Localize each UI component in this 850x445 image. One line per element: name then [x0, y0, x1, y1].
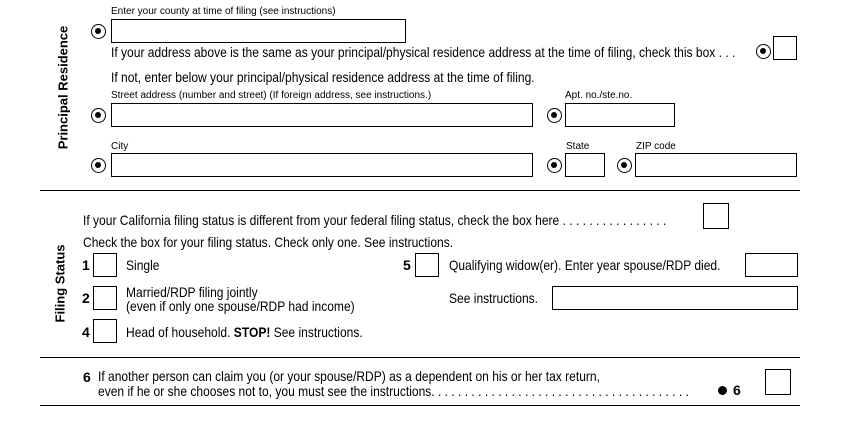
different-status-text: If your California filing status is different from your federal filing status, check the box here . . . . . . . . . . . . . . . .: [83, 212, 667, 228]
zip-bullet-icon: [617, 158, 632, 173]
city-input[interactable]: [111, 153, 533, 177]
zip-label: ZIP code: [636, 141, 676, 152]
same-address-bullet-icon: [756, 44, 771, 59]
dependent-text-line2: even if he or she chooses not to, you must see the instructions. . . . . . . . . . . . . . . . . . . . . . . . . . . . . . . . . . . . . . .: [98, 383, 689, 399]
dependent-line-number: 6: [733, 382, 741, 398]
option-5-number: 5: [403, 257, 411, 273]
see-instructions-input[interactable]: [552, 286, 798, 310]
same-address-checkbox[interactable]: [773, 36, 797, 60]
option-4-number: 4: [82, 324, 90, 340]
same-address-text: If your address above is the same as your principal/physical residence address at the time of filing, check this box . . .: [111, 44, 736, 60]
option-1-label: Single: [126, 257, 160, 273]
option-4-label-after: See instructions.: [270, 324, 363, 340]
zip-input[interactable]: [635, 153, 797, 177]
section-divider-3: [40, 405, 800, 406]
street-bullet-icon: [91, 108, 106, 123]
street-input[interactable]: [111, 103, 533, 127]
different-status-checkbox[interactable]: [703, 203, 729, 229]
city-label: City: [111, 141, 129, 152]
dependent-checkbox[interactable]: [765, 369, 791, 395]
principal-residence-label: Principal Residence: [55, 25, 71, 150]
check-box-instruction: Check the box for your filing status. Check only one. See instructions.: [83, 234, 454, 250]
dependent-text-line1: If another person can claim you (or your spouse/RDP) as a dependent on his or her tax return,: [98, 368, 600, 384]
option-4-label: [126, 324, 363, 340]
section-divider: [40, 190, 800, 191]
county-input[interactable]: [111, 19, 406, 43]
option-1-number: 1: [82, 257, 90, 273]
apt-input[interactable]: [565, 103, 675, 127]
county-bullet-icon: [91, 24, 106, 39]
option-5-label: Qualifying widow(er). Enter year spouse/RDP died.: [449, 257, 721, 273]
state-bullet-icon: [547, 158, 562, 173]
option-2-label-continued: (even if only one spouse/RDP had income): [126, 298, 355, 314]
apt-label: Apt. no./ste.no.: [565, 90, 633, 101]
option-4-checkbox[interactable]: [93, 319, 117, 343]
filing-status-label: Filing Status: [52, 244, 68, 323]
see-instructions-text: See instructions.: [449, 290, 539, 306]
dependent-number: 6: [83, 369, 91, 385]
option-1-checkbox[interactable]: [93, 253, 117, 277]
option-5-checkbox[interactable]: [415, 253, 439, 277]
spouse-died-year-input[interactable]: [745, 253, 798, 277]
apt-bullet-icon: [547, 108, 562, 123]
option-2-checkbox[interactable]: [93, 286, 117, 310]
option-2-label: Married/RDP filing jointly: [126, 284, 258, 300]
state-label: State: [566, 141, 590, 152]
state-input[interactable]: [565, 153, 605, 177]
city-bullet-icon: [91, 158, 106, 173]
option-4-stop-text: STOP!: [233, 324, 271, 340]
option-2-number: 2: [82, 290, 90, 306]
if-not-text: If not, enter below your principal/physical residence address at the time of filing.: [111, 69, 535, 85]
street-label: Street address (number and street) (If foreign address, see instructions.): [111, 90, 432, 101]
dependent-bullet-icon: [718, 386, 727, 395]
section-divider-2: [40, 357, 800, 358]
option-4-label-text: Head of household.: [126, 324, 234, 340]
county-label: Enter your county at time of filing (see instructions): [111, 6, 336, 17]
